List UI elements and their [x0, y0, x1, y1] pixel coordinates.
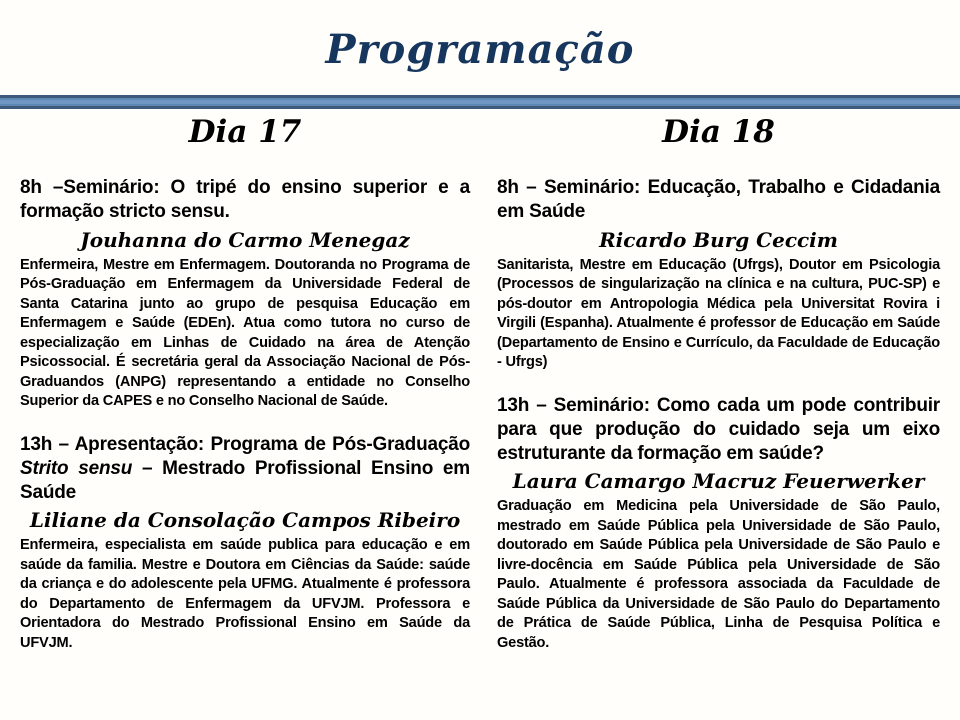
session-dia17-8h	[20, 176, 470, 412]
session-dia17-13h	[20, 433, 470, 654]
session-title	[20, 176, 470, 224]
speaker-bio: Sanitarista, Mestre em Educação (Ufrgs), Doutor em Psicologia (Processos de singularização na clínica e na cultura, PUC-SP) e pós-doutor em Antropologia Médica pela Universitat Rovira i Virgili (Espanha). Atualmente é professor de Educação em Saúde (Departamento de Ensino e Currículo, da Faculdade de Educação - Ufrgs)	[497, 256, 940, 371]
session-title-text: 8h – Seminário: Educação, Trabalho e Cidadania em Saúde	[497, 177, 940, 223]
speaker-bio: Graduação em Medicina pela Universidade de São Paulo, mestrado em Saúde Pública pela Universidade de São Paulo, doutorado em Saúde Pública pela Universidade de São Paulo e livre-docência em Saúde Pública pela Universidade de São Paulo. Atualmente é professora associada da Faculdade de Saúde Pública da Universidade de São Paulo do Departamento de Prática de Saúde Pública, Linha de Pesquisa Política e Gestão.	[497, 498, 940, 652]
slide-title: Programação	[325, 26, 635, 73]
speaker-name: Laura Camargo Macruz Feuerwerker	[512, 469, 925, 494]
session-title-text: 13h – Seminário: Como cada um pode contribuir para que produção do cuidado seja um eixo estruturante da formação em saúde?	[497, 394, 940, 465]
column-dia-18	[497, 112, 940, 654]
session-title	[497, 176, 940, 224]
speaker-name: Jouhanna do Carmo Menegaz	[80, 227, 410, 252]
session-title-text: 8h –Seminário: O tripé do ensino superior e a formação stricto sensu.	[20, 177, 470, 223]
session-title	[497, 394, 940, 466]
day-heading-dia-17: Dia 17	[188, 114, 302, 150]
speaker-name: Liliane da Consolação Campos Ribeiro	[29, 508, 461, 533]
session-dia18-8h	[497, 176, 940, 373]
session-title-italic: Strito sensu	[20, 458, 133, 480]
session-title	[20, 433, 470, 505]
speaker-name: Ricardo Burg Ceccim	[599, 227, 838, 252]
speaker-bio: Enfermeira, especialista em saúde publica para educação e em saúde da familia. Mestre e Doutora em Ciências da Saúde: saúde da criança e do adolescente pela UFMG. Atualmente é professora do Departamento de Enfermagem da UFVJM. Professora e Orientadora do Mestrado Profissional Ensino em Saúde da UFVJM.	[20, 537, 470, 652]
day-heading-dia-18: Dia 18	[662, 114, 775, 150]
session-dia18-13h	[497, 394, 940, 654]
session-title-text: 13h – Apresentação: Programa de Pós-Graduação	[20, 433, 470, 455]
columns-container	[0, 112, 960, 654]
speaker-bio: Enfermeira, Mestre em Enfermagem. Doutoranda no Programa de Pós-Graduação em Enfermagem da Universidade Federal de Santa Catarina junto ao grupo de pesquisa Educação em Enfermagem e Saúde (EDEn). Atua como tutora no curso de especialização em Linhas de Cuidado na área de Atenção Psicossocial. É secretária geral da Associação Nacional de Pós-Graduandos (ANPG) representando a entidade no Conselho Superior da CAPES e no Conselho Nacional de Saúde.	[20, 256, 470, 410]
column-dia-17	[20, 112, 470, 654]
divider-bar	[0, 95, 960, 109]
session-title-suffix: – Mestrado Profissional Ensino em Saúde	[20, 458, 470, 504]
